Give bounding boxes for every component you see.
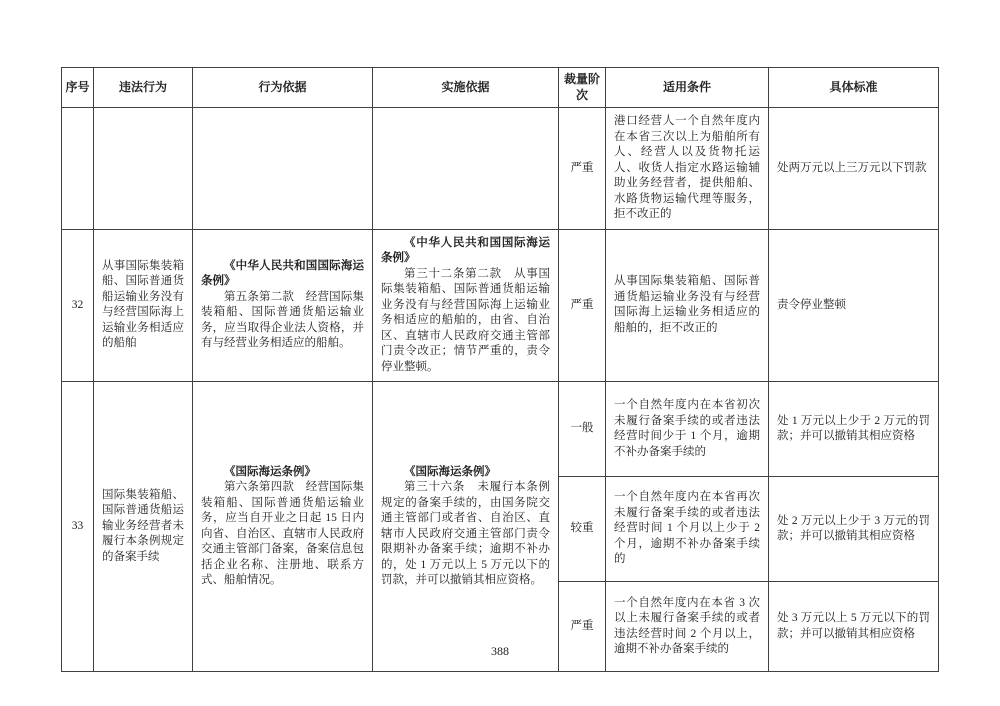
cell-act-basis: [193, 229, 373, 382]
header-discretion-tier: 裁量阶次: [559, 68, 606, 108]
cell-specific-standard: 处 3 万元以上 5 万元以下的罚款；并可以撤销其相应资格: [769, 582, 939, 672]
law-body: 第三十六条 未履行本条例规定的备案手续的，由国务院交通主管部门或者省、自治区、直辖市人民政府交通主管部门责令限期补办备案手续；逾期不补办的，处 1 万元以上 5 万元以下的罚款，并可以撤销其相应资格。: [381, 481, 550, 586]
cell-applicable-condition: 一个自然年度内在本省再次未履行备案手续的或者违法经营时间 1 个月以上少于 2 个月，逾期不补办备案手续的: [606, 477, 769, 582]
cell-specific-standard: 处 2 万元以上少于 3 万元的罚款；并可以撤销其相应资格: [769, 477, 939, 582]
cell-specific-standard: 处 1 万元以上少于 2 万元的罚款；并可以撤销其相应资格: [769, 382, 939, 477]
header-illegal-act: 违法行为: [94, 68, 193, 108]
cell-serial-number: 33: [62, 382, 94, 672]
cell-tier-level: 严重: [559, 108, 606, 230]
header-act-basis: 行为依据: [193, 68, 373, 108]
cell-violation-empty: [94, 108, 193, 230]
penalty-discretion-table: [61, 67, 939, 672]
law-title: 《国际海运条例》: [224, 465, 316, 478]
cell-specific-standard: 责令停业整顿: [769, 229, 939, 382]
cell-impl-basis: [373, 382, 559, 672]
cell-tier-level: 严重: [559, 229, 606, 382]
header-specific-standard: 具体标准: [769, 68, 939, 108]
header-applicable-condition: 适用条件: [606, 68, 769, 108]
page-number: 388: [491, 644, 509, 658]
law-title: 《中华人民共和国国际海运条例》: [381, 236, 550, 264]
cell-tier-level: 较重: [559, 477, 606, 582]
cell-violation: 从事国际集装箱船、国际普通货船运输业务没有与经营国际海上运输业务相适应的船舶: [94, 229, 193, 382]
cell-applicable-condition: 港口经营人一个自然年度内在本省三次以上为船舶所有人、经营人以及货物托运人、收货人指定水路运输辅助业务经营者，提供船舶、水路货物运输代理等服务，拒不改正的: [606, 108, 769, 230]
header-implementation-basis: 实施依据: [373, 68, 559, 108]
header-serial-number: 序号: [62, 68, 94, 108]
law-title: 《国际海运条例》: [404, 465, 496, 478]
table-header-row: [62, 68, 939, 108]
cell-impl-basis: [373, 229, 559, 382]
cell-applicable-condition: 一个自然年度内在本省初次未履行备案手续的或者违法经营时间少于 1 个月，逾期不补办备案手续的: [606, 382, 769, 477]
cell-tier-level: 一般: [559, 382, 606, 477]
cell-applicable-condition: 从事国际集装箱船、国际普通货船运输业务没有与经营国际海上运输业务相适应的船舶的，拒不改正的: [606, 229, 769, 382]
law-body: 第三十二条第二款 从事国际集装箱船、国际普通货船运输业务没有与经营国际海上运输业务相适应的船舶的，由省、自治区、直辖市人民政府交通主管部门责令改正；情节严重的，责令停业整顿。: [381, 267, 550, 373]
cell-act-basis: [193, 382, 373, 672]
cell-serial-number: 32: [62, 229, 94, 382]
cell-serial-empty: [62, 108, 94, 230]
table-row-33-tier-general: [62, 382, 939, 477]
cell-act-basis-empty: [193, 108, 373, 230]
cell-tier-level: 严重: [559, 582, 606, 672]
cell-specific-standard: 处两万元以上三万元以下罚款: [769, 108, 939, 230]
law-body: 第五条第二款 经营国际集装箱船、国际普通货船运输业务，应当取得企业法人资格，并有与经营业务相适应的船舶。: [201, 290, 364, 350]
cell-applicable-condition: 一个自然年度内在本省 3 次以上未履行备案手续的或者违法经营时间 2 个月以上，逾期不补办备案手续的: [606, 582, 769, 672]
law-body: 第六条第四款 经营国际集装箱船、国际普通货船运输业务，应当自开业之日起 15 日内向省、自治区、直辖市人民政府交通主管部门备案，备案信息包括企业名称、注册地、联系方式、船舶情况。: [201, 481, 364, 586]
cell-impl-basis-empty: [373, 108, 559, 230]
law-title: 《中华人民共和国国际海运条例》: [201, 259, 364, 288]
table-row-32: [62, 229, 939, 382]
cell-violation: 国际集装箱船、国际普通货船运输业务经营者未履行本条例规定的备案手续: [94, 382, 193, 672]
table-row-continuation: [62, 108, 939, 230]
